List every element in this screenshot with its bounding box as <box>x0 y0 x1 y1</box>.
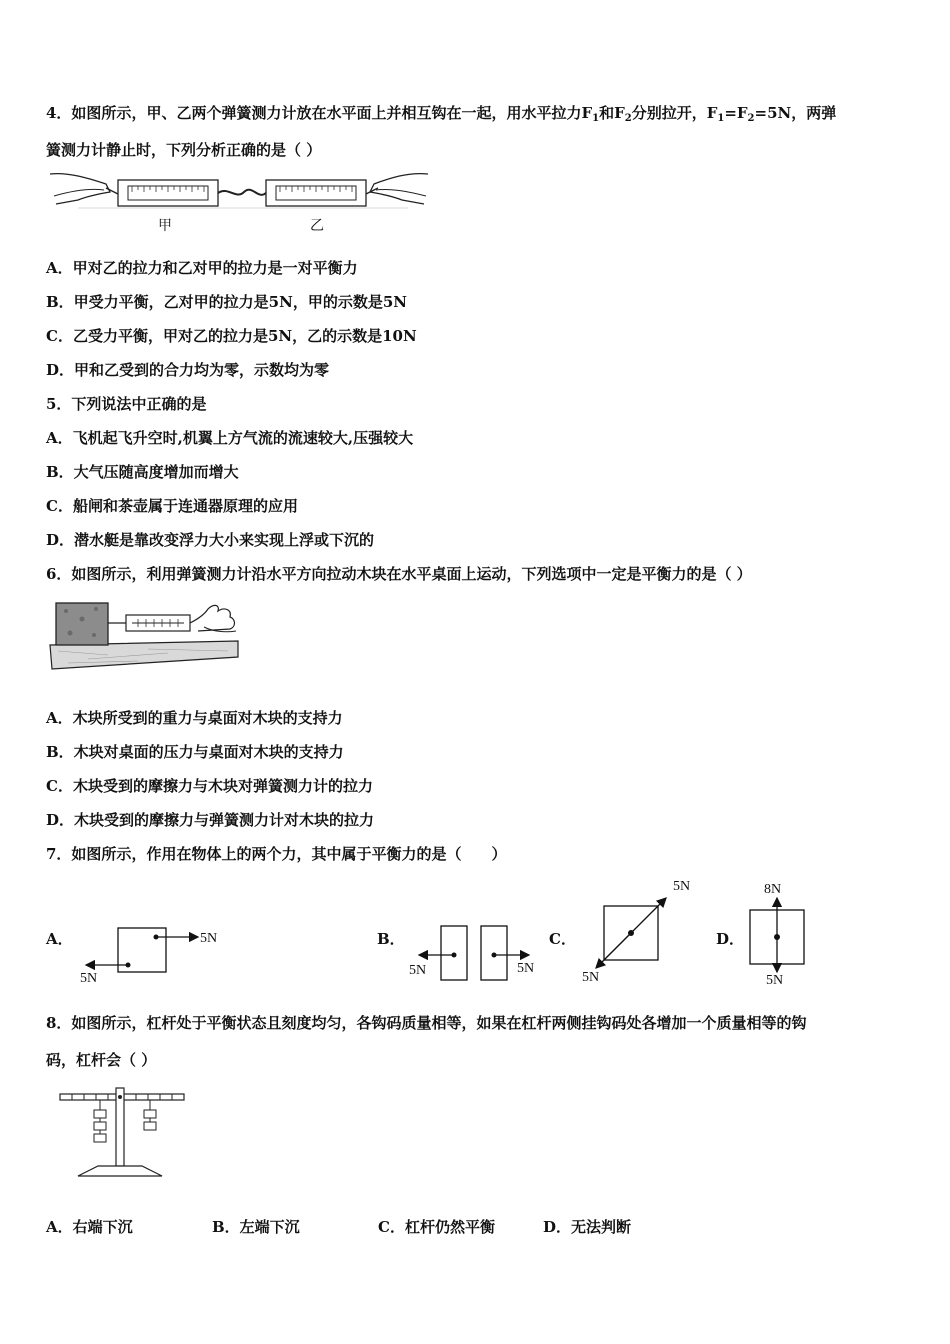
label-jia: 甲 <box>158 219 172 234</box>
q7-diagram-b <box>405 920 545 986</box>
q4-option-b[interactable]: B．甲受力平衡，乙对甲的拉力是5N，甲的示数是5N <box>46 293 407 311</box>
q8-option-b[interactable]: B．左端下沉 <box>212 1218 300 1236</box>
force-label: 5N <box>200 931 218 946</box>
q7-label-d[interactable]: D． <box>716 930 745 948</box>
q7-stem: 7．如图所示，作用在物体上的两个力，其中属于平衡力的是（ ） <box>46 845 507 863</box>
q7-label-a[interactable]: A． <box>46 930 73 948</box>
q8-stem-line2: 码，杠杆会（ ） <box>46 1051 157 1069</box>
q8-lever-figure <box>58 1084 188 1182</box>
q7-diagram-a <box>76 920 236 986</box>
q8-stem-line1: 8．如图所示，杠杆处于平衡状态且刻度均匀，各钩码质量相等，如果在杠杆两侧挂钩码处各增加一个质量相等的钩 <box>46 1014 807 1032</box>
q4-option-c[interactable]: C．乙受力平衡，甲对乙的拉力是5N，乙的示数是10N <box>46 327 417 345</box>
force-label: 5N <box>673 879 691 894</box>
q5-option-b[interactable]: B．大气压随高度增加而增大 <box>46 463 239 481</box>
q8-option-a[interactable]: A．右端下沉 <box>46 1218 133 1236</box>
q7-diagram-d <box>744 878 814 988</box>
q5-option-c[interactable]: C．船闸和茶壶属于连通器原理的应用 <box>46 497 298 515</box>
q5-option-a[interactable]: A．飞机起飞升空时,机翼上方气流的流速较大,压强较大 <box>46 429 414 447</box>
q4-stem-line2: 簧测力计静止时，下列分析正确的是（ ） <box>46 141 322 159</box>
label-yi: 乙 <box>310 219 324 234</box>
q7-diagram-c <box>578 876 698 986</box>
force-label: 5N <box>582 970 600 985</box>
force-label: 5N <box>80 971 98 986</box>
q6-option-d[interactable]: D．木块受到的摩擦力与弹簧测力计对木块的拉力 <box>46 811 375 829</box>
q7-label-c[interactable]: C． <box>549 930 576 948</box>
q8-option-d[interactable]: D．无法判断 <box>543 1218 632 1236</box>
force-label: 5N <box>517 961 535 976</box>
q6-option-b[interactable]: B．木块对桌面的压力与桌面对木块的支持力 <box>46 743 344 761</box>
q5-stem: 5．下列说法中正确的是 <box>46 395 207 413</box>
q6-option-a[interactable]: A．木块所受到的重力与桌面对木块的支持力 <box>46 709 343 727</box>
q7-label-b[interactable]: B． <box>377 930 405 948</box>
q4-spring-scales-figure <box>48 170 430 238</box>
q6-block-figure <box>48 597 240 673</box>
force-label: 8N <box>764 882 782 897</box>
q6-stem: 6．如图所示，利用弹簧测力计沿水平方向拉动木块在水平桌面上运动，下列选项中一定是平衡力的是（ ） <box>46 565 752 583</box>
q6-option-c[interactable]: C．木块受到的摩擦力与木块对弹簧测力计的拉力 <box>46 777 373 795</box>
q4-option-d[interactable]: D．甲和乙受到的合力均为零，示数均为零 <box>46 361 330 379</box>
force-label: 5N <box>766 973 784 988</box>
q4-stem-line1: 4．如图所示，甲、乙两个弹簧测力计放在水平面上并相互钩在一起，用水平拉力$F_1$和$F_2$分别拉开，$F_1=F_2=5N$，两弹 <box>46 104 837 124</box>
q4-option-a[interactable]: A．甲对乙的拉力和乙对甲的拉力是一对平衡力 <box>46 259 358 277</box>
q8-option-c[interactable]: C．杠杆仍然平衡 <box>378 1218 495 1236</box>
force-label: 5N <box>409 963 427 978</box>
q5-option-d[interactable]: D．潜水艇是靠改变浮力大小来实现上浮或下沉的 <box>46 531 375 549</box>
